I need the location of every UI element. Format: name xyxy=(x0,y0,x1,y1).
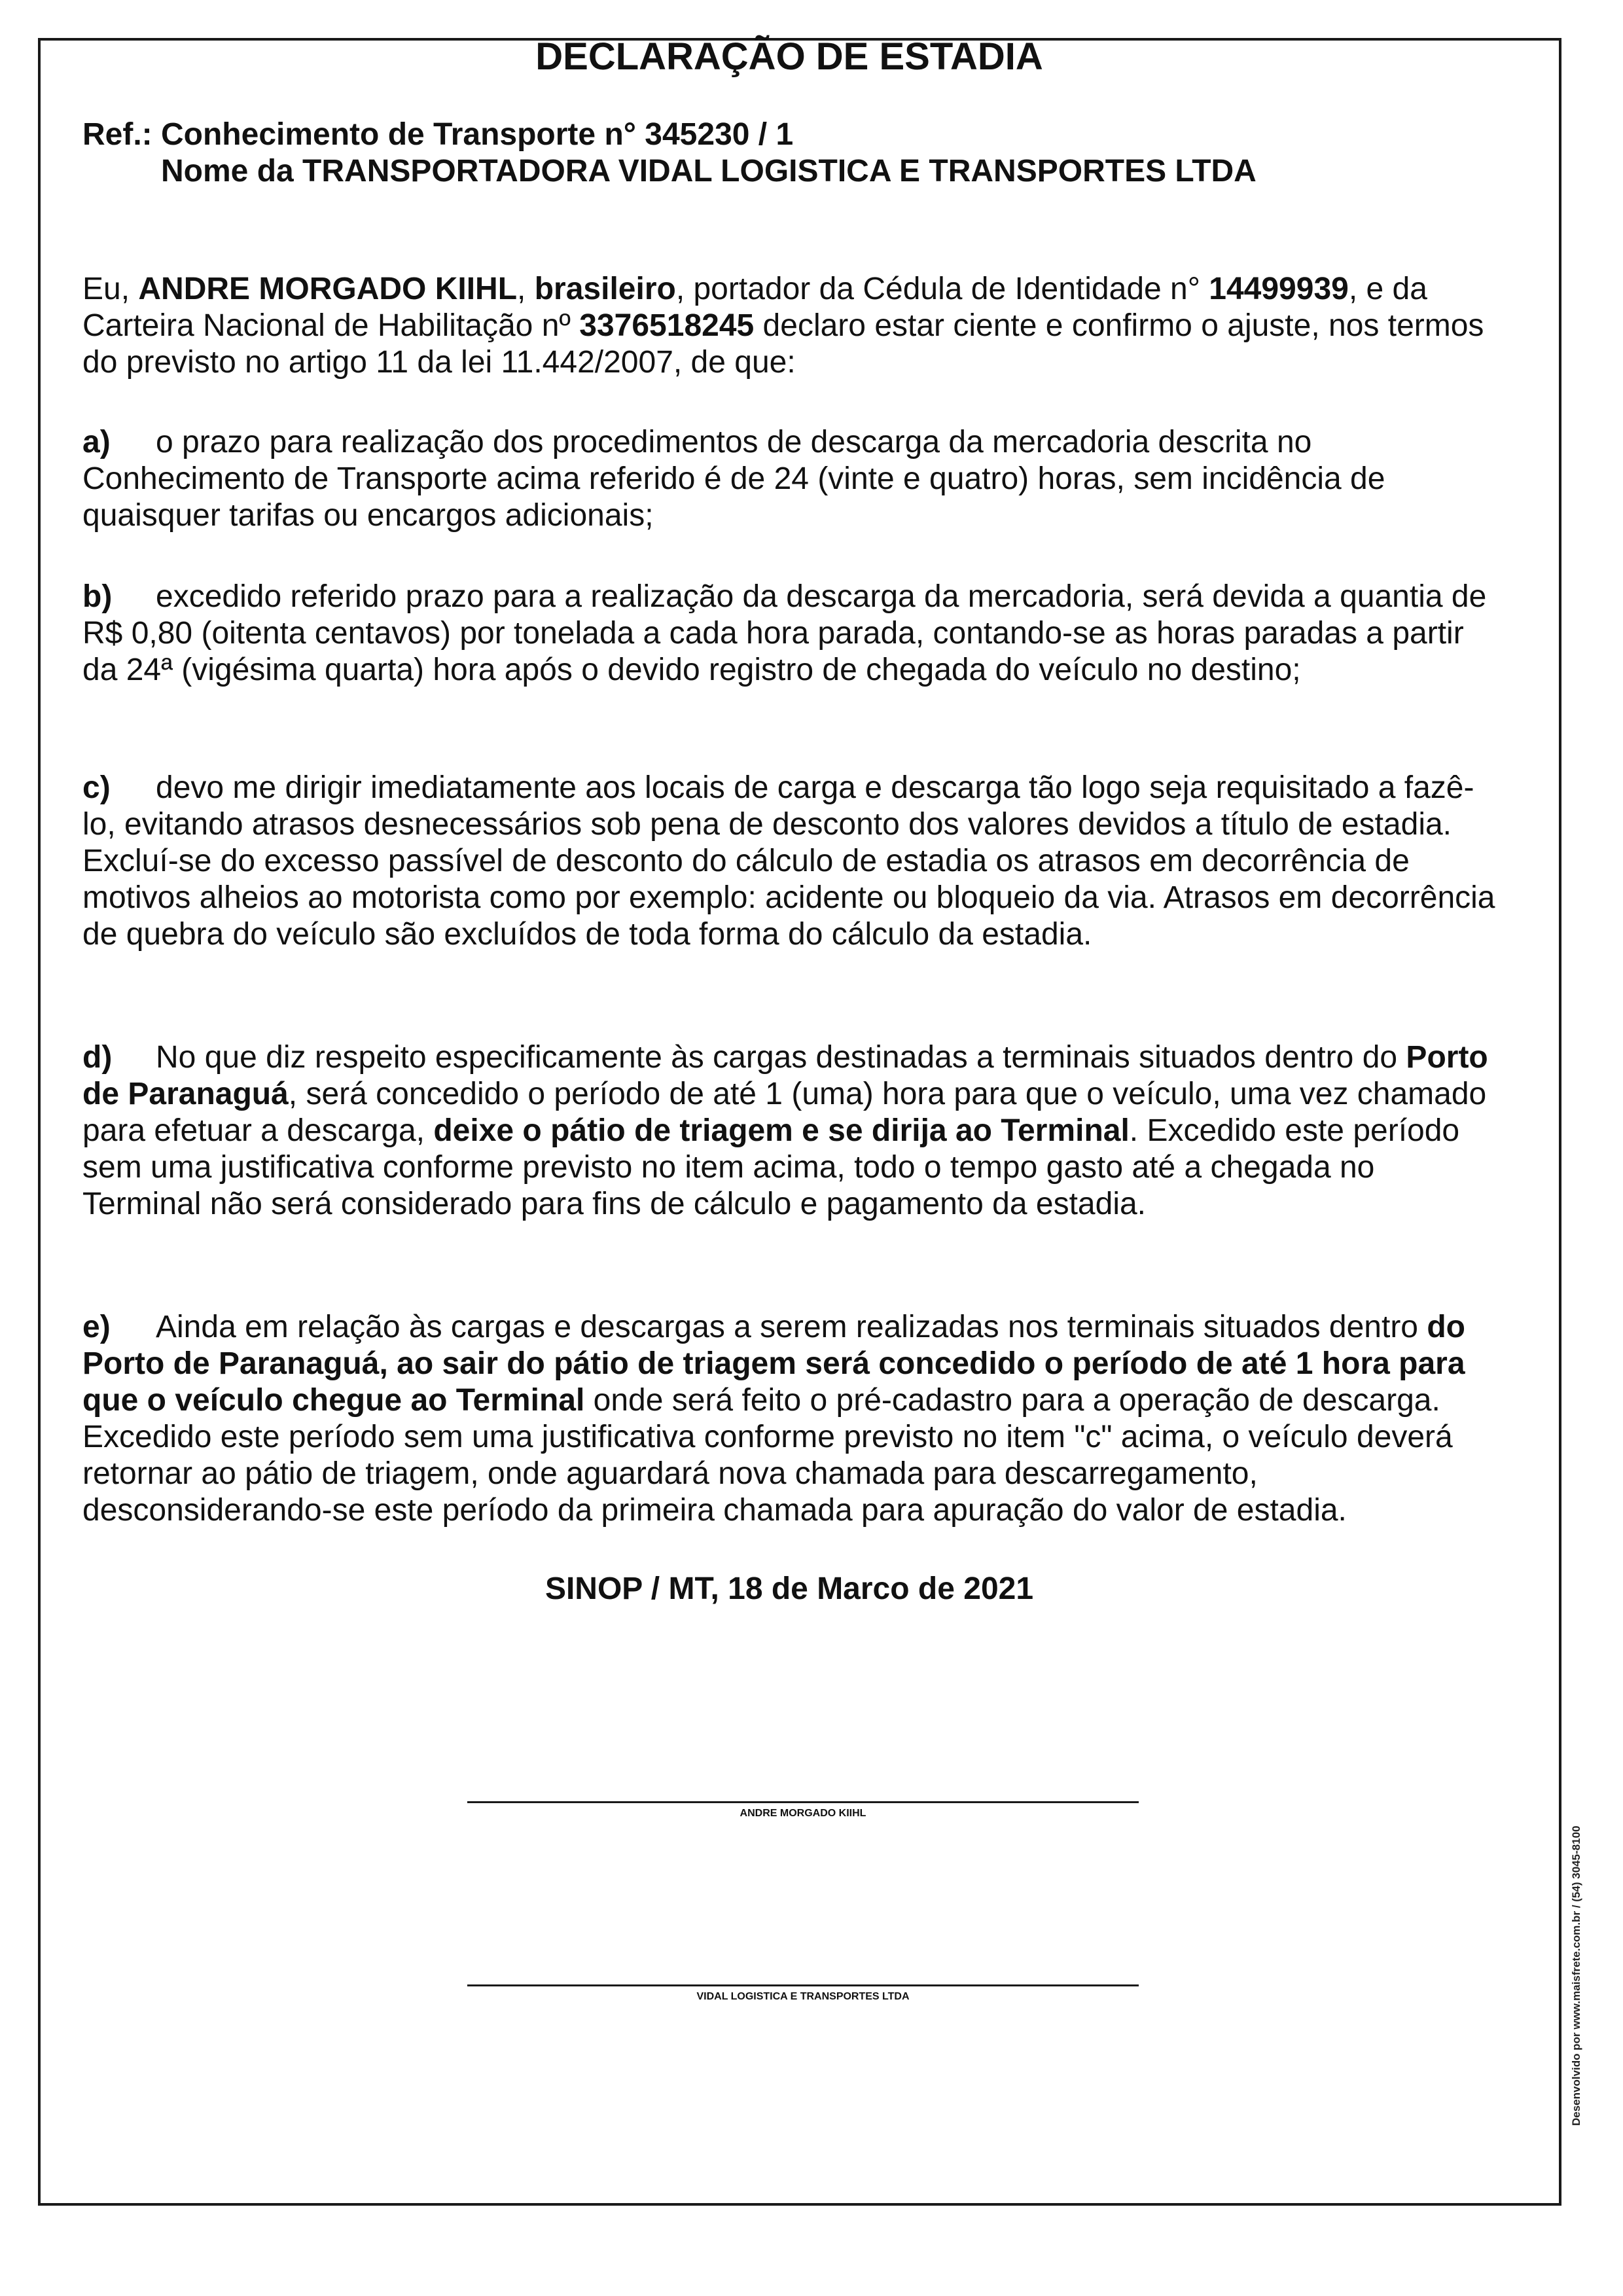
intro-paragraph: Eu, ANDRE MORGADO KIIHL, brasileiro, portador da Cédula de Identidade n° 14499939, e da Carteira Nacional de Habilitação nº 3376518245 declaro estar ciente e confirmo o ajuste, nos termos do previsto no artigo 11 da lei 11.442/2007, de que: xyxy=(82,272,1484,380)
item-c-text: devo me dirigir imediatamente aos locais de carga e descarga tão logo seja requisitado a fazê-lo, evitando atrasos desnecessários sob pena de desconto dos valores devidos a título de estadia. Excluí-se do excesso passível de desconto do cálculo de estadia os atrasos em decorrência de motivos alheios ao motorista como por exemplo: acidente ou bloqueio da via. Atrasos em decorrência de quebra do veículo são excluídos de toda forma do cálculo da estadia. xyxy=(82,770,1495,952)
company-signature-line xyxy=(467,1984,1139,1986)
identity-number: 14499939 xyxy=(1209,272,1349,306)
reference-block xyxy=(82,117,1257,190)
item-e-highlight: do Porto de Paranaguá, ao sair do pátio de triagem será concedido o período de até 1 hora para que o veículo chegue ao Terminal xyxy=(82,1310,1465,1418)
item-b-letter: b) xyxy=(82,579,113,614)
driver-signature-name: ANDRE MORGADO KIIHL xyxy=(740,1808,866,1819)
item-c-letter: c) xyxy=(82,770,111,805)
item-d-highlight: deixe o pátio de triagem e se dirija ao Terminal xyxy=(433,1113,1130,1148)
declarant-nationality: brasileiro xyxy=(534,272,676,306)
developer-credit xyxy=(1569,1720,1585,2126)
item-b-text: excedido referido prazo para a realização da descarga da mercadoria, será devida a quantia de R$ 0,80 (oitenta centavos) por tonelada a cada hora parada, contando-se as horas paradas a partir da 24ª (vigésima quarta) hora após o devido registro de chegada do veículo no destino; xyxy=(82,579,1487,687)
place-and-date: SINOP / MT, 18 de Marco de 2021 xyxy=(544,1571,1034,1606)
reference-label: Ref.: xyxy=(82,117,152,152)
reference-transport-document: Conhecimento de Transporte n° 345230 / 1 xyxy=(161,117,794,152)
item-a-text: o prazo para realização dos procedimentos de descarga da mercadoria descrita no Conhecimento de Transporte acima referido é de 24 (vinte e quatro) horas, sem incidência de quaisquer tarifas ou encargos adicionais; xyxy=(82,425,1385,533)
item-b-paragraph xyxy=(82,579,1496,689)
item-a-paragraph xyxy=(82,424,1496,534)
driver-signature-line xyxy=(467,1801,1139,1803)
item-d-paragraph: d) No que diz respeito especificamente às cargas destinadas a terminais situados dentro do Porto de Paranaguá, será concedido o período de até 1 (uma) hora para que o veículo, uma vez chamado para efetuar a descarga, deixe o pátio de triagem e se dirija ao Terminal. Excedido este período sem uma justificativa conforme previsto no item acima, todo o tempo gasto até a chegada no Terminal não será considerado para fins de cálculo e pagamento da estadia. xyxy=(82,1040,1488,1221)
license-number: 3376518245 xyxy=(579,308,755,343)
document-title: DECLARAÇÃO DE ESTADIA xyxy=(535,35,1043,78)
developer-credit-text: Desenvolvido por www.maisfrete.com.br / (54) 3045-8100 xyxy=(1570,1825,1582,2126)
item-a-letter: a) xyxy=(82,425,111,459)
reference-carrier-name: Nome da TRANSPORTADORA VIDAL LOGISTICA E TRANSPORTES LTDA xyxy=(161,154,1257,188)
item-e-letter: e) xyxy=(82,1310,111,1344)
item-e-paragraph: e) Ainda em relação às cargas e descargas a serem realizadas nos terminais situados dentro do Porto de Paranaguá, ao sair do pátio de triagem será concedido o período de até 1 hora para que o veículo chegue ao Terminal onde será feito o pré-cadastro para a operação de descarga. Excedido este período sem uma justificativa conforme previsto no item "c" acima, o veículo deverá retornar ao pátio de triagem, onde aguardará nova chamada para descarregamento, desconsiderando-se este período da primeira chamada para apuração do valor de estadia. xyxy=(82,1310,1465,1528)
declarant-name: ANDRE MORGADO KIIHL xyxy=(138,272,518,306)
item-d-port-name: Porto de Paranaguá xyxy=(82,1040,1488,1111)
item-c-paragraph xyxy=(82,770,1496,953)
item-d-letter: d) xyxy=(82,1040,113,1075)
company-signature-name: VIDAL LOGISTICA E TRANSPORTES LTDA xyxy=(696,1991,910,2002)
